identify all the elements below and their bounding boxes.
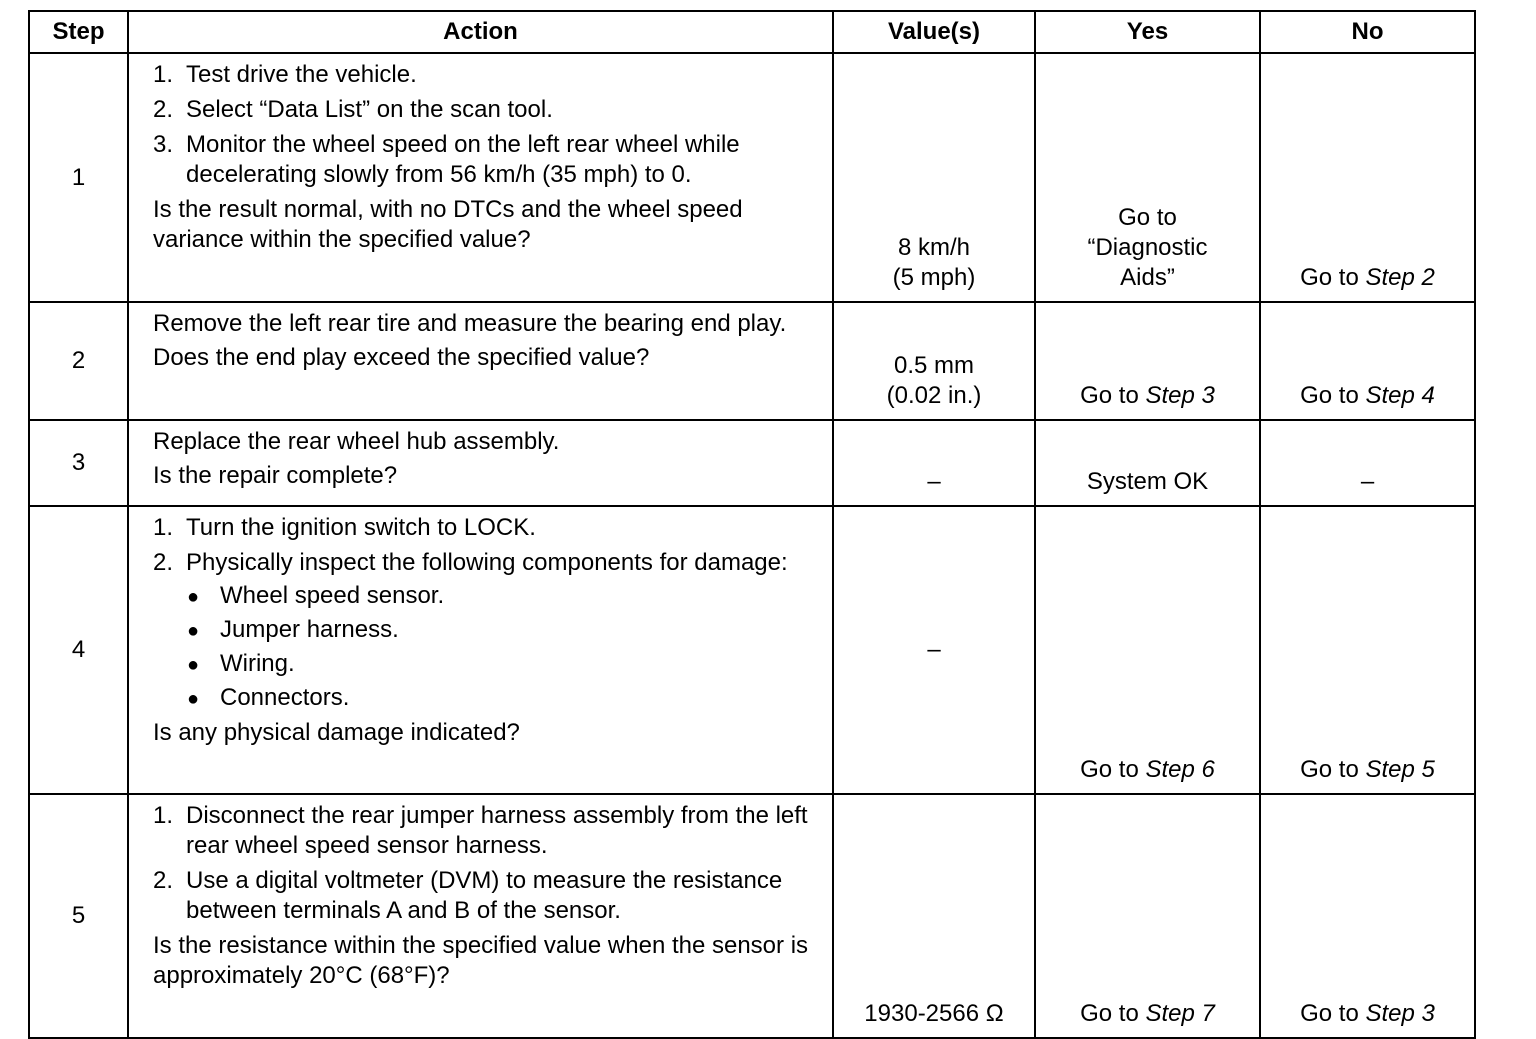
action-text: Remove the left rear tire and measure the bearing end play.: [153, 310, 787, 337]
action-step-item: 1. Disconnect the rear jumper harness assembly from the left rear wheel speed sensor harness.: [153, 802, 808, 859]
value-cell: –: [833, 506, 1035, 794]
action-question: Is the resistance within the specified value when the sensor is approximately 20°C (68°F)?: [153, 932, 809, 989]
action-question: Does the end play exceed the specified value?: [153, 344, 650, 371]
action-step-item: 2. Use a digital voltmeter (DVM) to measure the resistance between terminals A and B of the sensor.: [153, 867, 783, 924]
action-step-item: 3. Monitor the wheel speed on the left rear wheel while decelerating slowly from 56 km/h (35 mph) to 0.: [153, 131, 740, 188]
yes-cell: Go to Step 3: [1035, 302, 1260, 420]
table-row: [29, 420, 1475, 506]
bullet-icon: ●: [187, 586, 200, 608]
table-row: [29, 794, 1475, 1038]
bullet-icon: ●: [187, 654, 200, 676]
diagnostic-table: [28, 10, 1476, 1039]
action-cell: [128, 53, 833, 302]
value-cell: 1930-2566 Ω: [833, 794, 1035, 1038]
yes-cell: System OK: [1035, 420, 1260, 506]
yes-cell: Go to Step 6: [1035, 506, 1260, 794]
step-number: 5: [29, 794, 128, 1038]
value-cell: 0.5 mm (0.02 in.): [833, 302, 1035, 420]
header-no: No: [1260, 11, 1475, 53]
value-cell: 8 km/h (5 mph): [833, 53, 1035, 302]
action-step-item: 2. Select “Data List” on the scan tool.: [153, 96, 553, 123]
action-text: Replace the rear wheel hub assembly.: [153, 428, 560, 455]
step-number: 1: [29, 53, 128, 302]
action-question: Is the result normal, with no DTCs and the wheel speed variance within the specified value?: [153, 196, 743, 253]
no-cell: Go to Step 3: [1260, 794, 1475, 1038]
value-cell: –: [833, 420, 1035, 506]
header-step: Step: [29, 11, 128, 53]
action-question: Is any physical damage indicated?: [153, 719, 520, 746]
bullet-icon: ●: [187, 688, 200, 710]
header-values: Value(s): [833, 11, 1035, 53]
table-row: [29, 302, 1475, 420]
header-row: [29, 11, 1475, 53]
bullet-item: ● Jumper harness.: [153, 615, 822, 646]
action-cell: [128, 506, 833, 794]
bullet-item: ● Connectors.: [153, 683, 822, 714]
bullet-item: ● Wheel speed sensor.: [153, 581, 822, 612]
action-cell: [128, 420, 833, 506]
action-question: Is the repair complete?: [153, 462, 398, 489]
yes-cell: Go to “Diagnostic Aids”: [1035, 53, 1260, 302]
no-cell: Go to Step 5: [1260, 506, 1475, 794]
no-cell: Go to Step 4: [1260, 302, 1475, 420]
action-cell: [128, 794, 833, 1038]
no-cell: –: [1260, 420, 1475, 506]
action-step-item: 1. Turn the ignition switch to LOCK.: [153, 514, 536, 541]
bullet-icon: ●: [187, 620, 200, 642]
action-cell: [128, 302, 833, 420]
header-action: Action: [128, 11, 833, 53]
action-step-item: 1. Test drive the vehicle.: [153, 61, 417, 88]
table-row: [29, 506, 1475, 794]
bullet-item: ● Wiring.: [153, 649, 822, 680]
diagnostic-table-container: [28, 10, 1476, 1039]
step-number: 3: [29, 420, 128, 506]
step-number: 4: [29, 506, 128, 794]
yes-cell: Go to Step 7: [1035, 794, 1260, 1038]
table-row: [29, 53, 1475, 302]
header-yes: Yes: [1035, 11, 1260, 53]
no-cell: Go to Step 2: [1260, 53, 1475, 302]
action-step-item: 2. Physically inspect the following components for damage:: [153, 549, 788, 576]
step-number: 2: [29, 302, 128, 420]
